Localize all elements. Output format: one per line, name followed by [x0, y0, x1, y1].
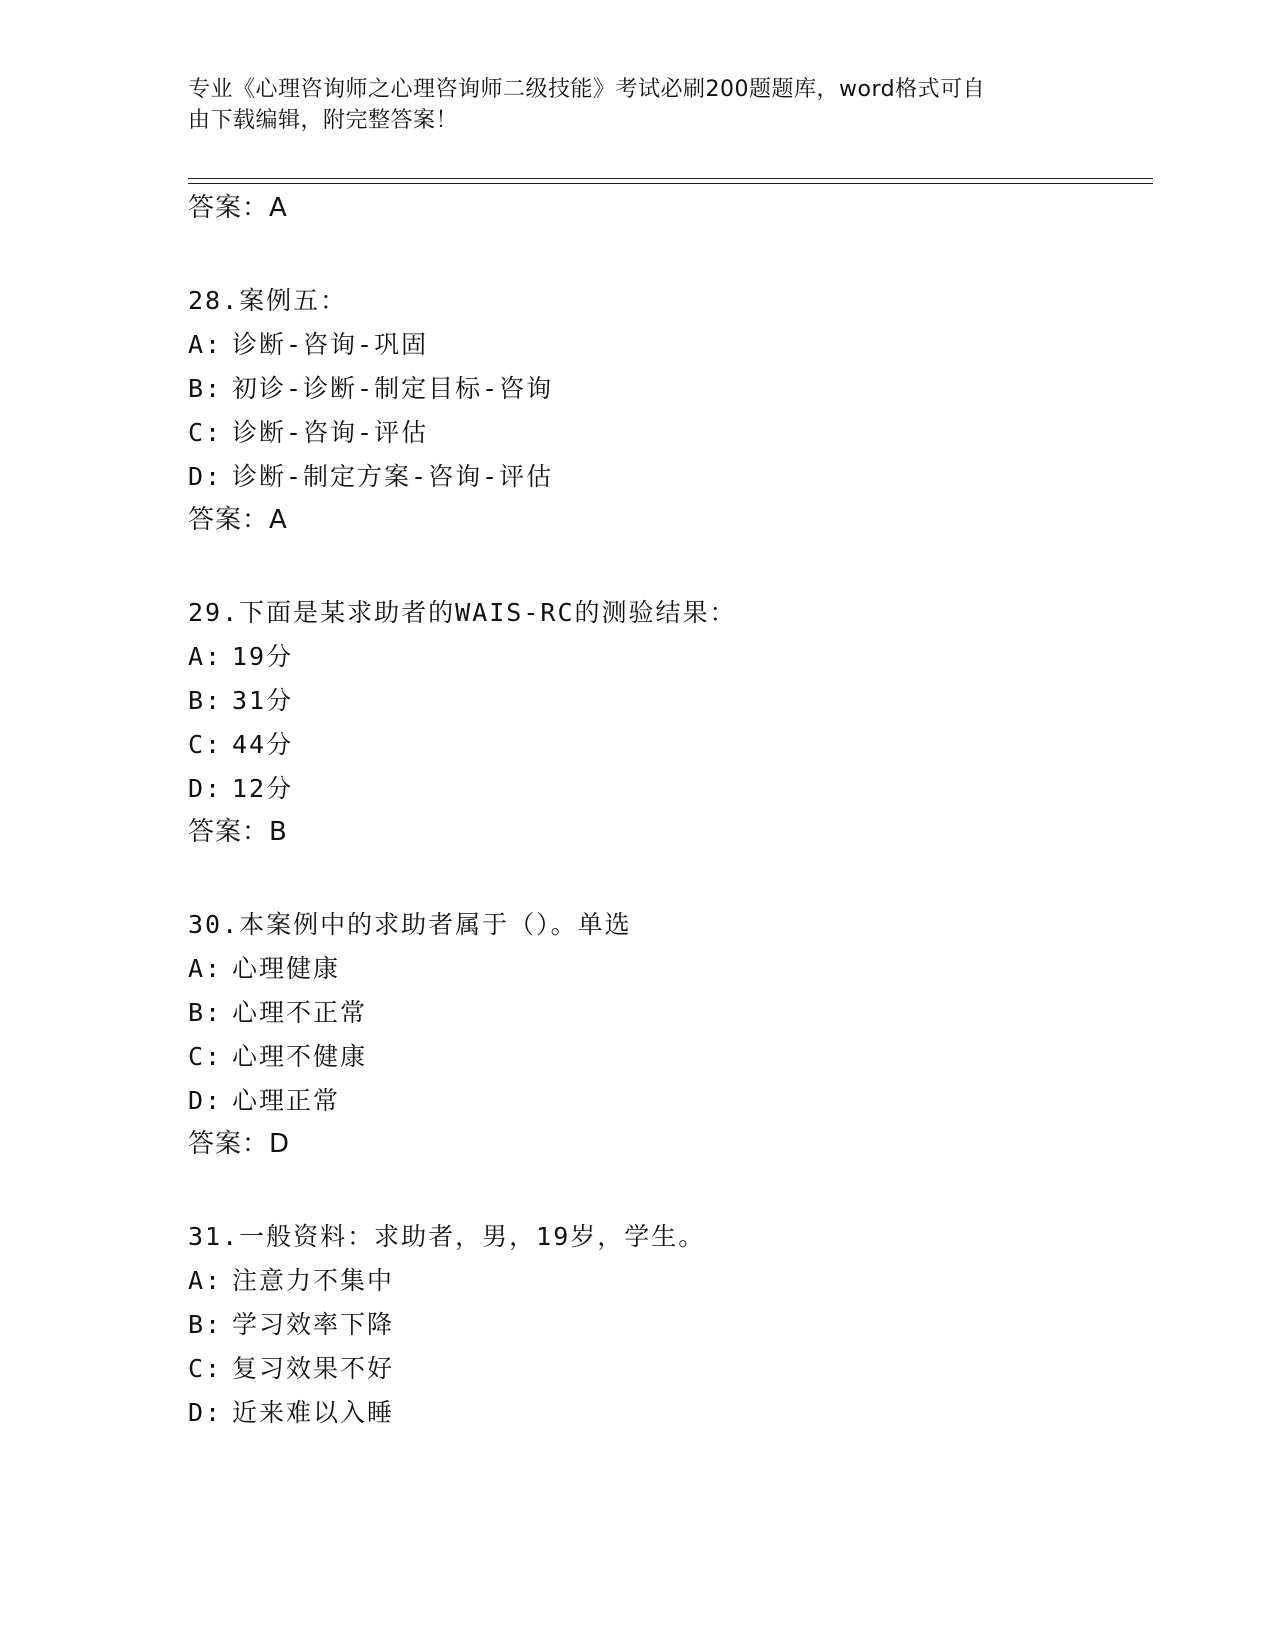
option-text: 初诊-诊断-制定目标-咨询 — [232, 374, 554, 403]
option-text: 诊断-咨询-评估 — [232, 418, 429, 447]
option-text: 44分 — [232, 730, 294, 759]
option-text: 注意力不集中 — [232, 1266, 395, 1295]
answer-line: 答案：D — [188, 1129, 291, 1159]
option-text: 31分 — [232, 686, 294, 715]
option-letter: C: — [188, 1042, 223, 1071]
option-item — [188, 1308, 394, 1342]
option-item — [188, 772, 293, 806]
option-item — [188, 684, 293, 718]
option-item — [188, 728, 293, 762]
answer-line: 答案：A — [188, 193, 288, 223]
option-letter: D: — [188, 1398, 223, 1427]
option-text: 诊断-咨询-巩固 — [232, 330, 429, 359]
question-title: 29.下面是某求助者的WAIS-RC的测验结果： — [188, 598, 737, 627]
option-letter: B: — [188, 998, 223, 1027]
option-item — [188, 996, 367, 1030]
option-text: 心理健康 — [232, 954, 341, 983]
option-letter: C: — [188, 730, 223, 759]
option-letter: D: — [188, 774, 223, 803]
header-divider-bottom — [188, 183, 1153, 184]
option-text: 复习效果不好 — [232, 1354, 395, 1383]
document-header — [188, 74, 1068, 136]
question-title: 31.一般资料：求助者，男，19岁，学生。 — [188, 1222, 706, 1251]
option-item — [188, 460, 553, 494]
option-letter: D: — [188, 462, 223, 491]
option-letter: C: — [188, 418, 223, 447]
header-line-2: 由下载编辑，附完整答案！ — [188, 108, 459, 133]
option-letter: B: — [188, 374, 223, 403]
option-letter: A: — [188, 642, 223, 671]
option-letter: B: — [188, 1310, 223, 1339]
option-letter: A: — [188, 330, 223, 359]
option-item — [188, 1040, 367, 1074]
option-item — [188, 328, 428, 362]
option-letter: C: — [188, 1354, 223, 1383]
option-text: 近来难以入睡 — [232, 1398, 395, 1427]
option-item — [188, 952, 340, 986]
answer-line: 答案：B — [188, 817, 288, 847]
question-title: 30.本案例中的求助者属于（）。单选 — [188, 910, 632, 939]
option-text: 12分 — [232, 774, 294, 803]
option-letter: A: — [188, 954, 223, 983]
header-line-1: 专业《心理咨询师之心理咨询师二级技能》考试必刷200题题库，word格式可自 — [188, 77, 986, 102]
option-item — [188, 640, 293, 674]
option-item — [188, 416, 428, 450]
option-text: 心理不健康 — [232, 1042, 368, 1071]
answer-line: 答案：A — [188, 505, 288, 535]
option-text: 19分 — [232, 642, 294, 671]
option-item — [188, 1352, 394, 1386]
option-text: 心理不正常 — [232, 998, 368, 1027]
option-letter: D: — [188, 1086, 223, 1115]
option-letter: B: — [188, 686, 223, 715]
header-divider-top — [188, 178, 1153, 179]
option-item — [188, 1264, 394, 1298]
question-title: 28.案例五： — [188, 286, 348, 315]
option-text: 心理正常 — [232, 1086, 341, 1115]
option-item — [188, 1084, 340, 1118]
option-text: 学习效率下降 — [232, 1310, 395, 1339]
option-item — [188, 372, 553, 406]
option-item — [188, 1396, 394, 1430]
option-letter: A: — [188, 1266, 223, 1295]
option-text: 诊断-制定方案-咨询-评估 — [232, 462, 554, 491]
